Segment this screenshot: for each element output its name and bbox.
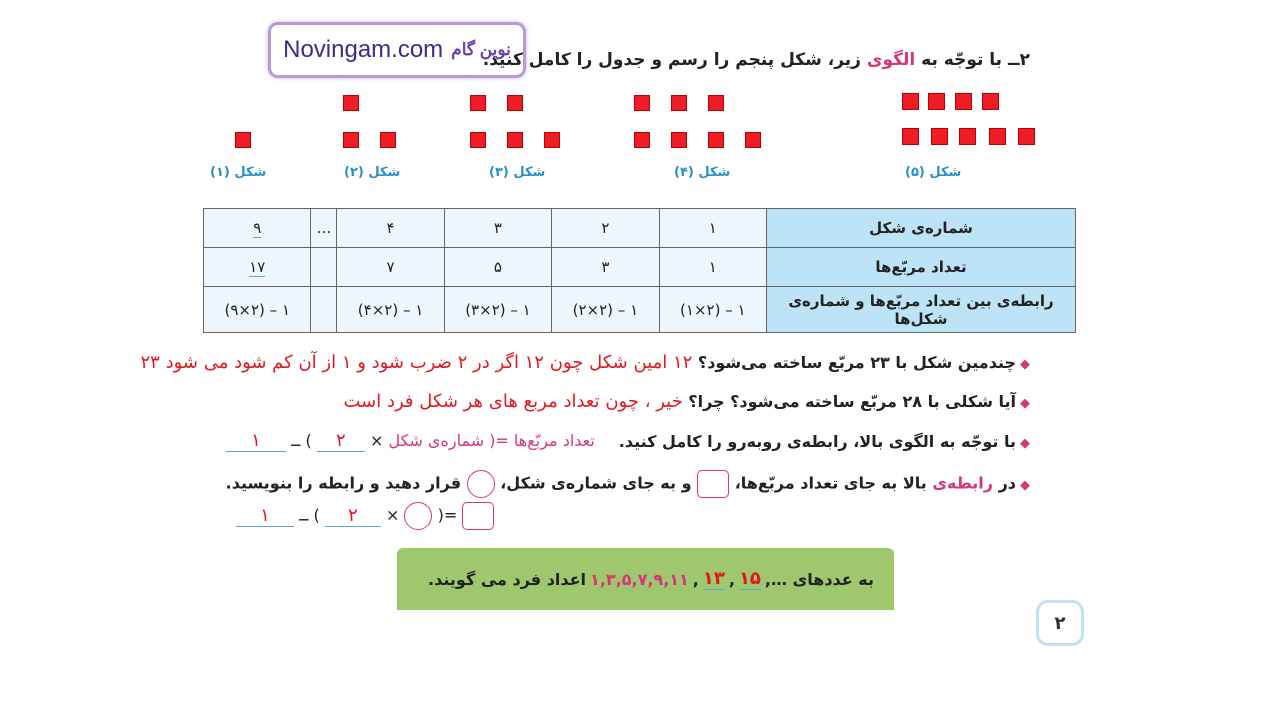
shape-number-cell: ۳ <box>444 209 551 248</box>
relation-cell-answer: ۱ – (۲×۴) <box>337 287 444 333</box>
square-count-cell: ۳ <box>552 248 659 287</box>
shape-number-cell: ۱ <box>659 209 766 248</box>
question-highlight: الگوی <box>866 50 916 70</box>
answer-1: ۱۲ امین شکل چون ۱۲ اگر در ۲ ضرب شود و ۱ از آن کم شود می شود ۲۳ <box>140 352 693 373</box>
diamond-bullet-icon: ◆ <box>1020 436 1030 451</box>
row-label-square-count: تعداد مربّع‌ها <box>767 248 1076 287</box>
square-count-cell: ۱ <box>659 248 766 287</box>
question-1: ◆چندمین شکل با ۲۳ مربّع ساخته می‌شود؟ ۱۲ امین شکل چون ۱۲ اگر در ۲ ضرب شود و ۱ از آن کم شود می شود ۲۳ <box>140 352 1030 373</box>
relation-cell: ۱ – (۲×۱) <box>659 287 766 333</box>
circle-placeholder <box>404 502 432 530</box>
square <box>902 93 919 110</box>
square <box>470 132 486 148</box>
square-placeholder <box>462 502 494 530</box>
figure-caption-1: شکل (۱) <box>210 165 267 180</box>
relation-cell: ۱ – (۲×۳) <box>444 287 551 333</box>
square <box>708 95 724 111</box>
question-number: ۲ــ <box>1007 50 1030 70</box>
figure-caption-5: شکل (۵) <box>905 165 962 180</box>
logo-persian: نوین گام <box>451 40 511 59</box>
relation-cell <box>311 287 337 333</box>
diamond-bullet-icon: ◆ <box>1020 357 1030 372</box>
row-label-relation: رابطه‌ی بین تعداد مربّع‌ها و شماره‌ی شکل‌ها <box>767 287 1076 333</box>
square-count-cell-answer: ۵ <box>444 248 551 287</box>
square <box>989 128 1006 145</box>
square <box>1018 128 1035 145</box>
question-title <box>483 50 1030 70</box>
question-4: ◆در رابطه‌ی بالا به جای تعداد مربّع‌ها، و به جای شماره‌ی شکل، قرار دهید و رابطه را بنویسید. <box>226 470 1030 498</box>
square <box>745 132 761 148</box>
figure-caption-3: شکل (۳) <box>489 165 546 180</box>
question-2: ◆آیا شکلی با ۲۸ مربّع ساخته می‌شود؟ چرا؟ خیر ، چون تعداد مربع های هر شکل فرد است <box>343 391 1030 412</box>
answer-2: خیر ، چون تعداد مربع های هر شکل فرد است <box>343 391 683 412</box>
question-post: زیر، شکل پنجم را رسم و جدول را کامل کنید. <box>482 50 861 70</box>
square <box>634 95 650 111</box>
diamond-bullet-icon: ◆ <box>1020 396 1030 411</box>
relation-cell: ۱ – (۲×۹) <box>204 287 311 333</box>
formula-2: =( × ۲ ) ــ ۱ <box>236 502 494 530</box>
circle-placeholder <box>467 470 495 498</box>
figure-caption-4: شکل (۴) <box>674 165 731 180</box>
square-count-cell-answer: ۱۷ <box>204 248 311 287</box>
square <box>343 95 359 111</box>
square <box>902 128 919 145</box>
square <box>671 95 687 111</box>
square <box>507 132 523 148</box>
square <box>708 132 724 148</box>
shape-number-cell: … <box>311 209 337 248</box>
square <box>931 128 948 145</box>
square <box>380 132 396 148</box>
square <box>634 132 650 148</box>
square <box>671 132 687 148</box>
page-number: ۲ <box>1036 600 1084 646</box>
row-label-shape-number: شماره‌ی شکل <box>767 209 1076 248</box>
square <box>343 132 359 148</box>
pattern-table <box>203 208 1076 333</box>
square <box>235 132 251 148</box>
square <box>470 95 486 111</box>
question-3: ◆با توجّه به الگوی بالا، رابطه‌ی روبه‌رو را کامل کنید. <box>618 432 1030 451</box>
question-pre: با توجّه به <box>921 50 1003 70</box>
square <box>544 132 560 148</box>
square-placeholder <box>697 470 729 498</box>
square <box>959 128 976 145</box>
square-count-cell <box>311 248 337 287</box>
relation-cell: ۱ – (۲×۲) <box>552 287 659 333</box>
diamond-bullet-icon: ◆ <box>1020 477 1030 493</box>
odd-numbers-box: به عددهای …, ۱۵ , ۱۳ , ۱,۳,۵,۷,۹,۱۱ اعداد فرد می گویند. <box>397 548 894 610</box>
square-count-cell-answer: ۷ <box>337 248 444 287</box>
shape-number-cell: ۲ <box>552 209 659 248</box>
figure-caption-2: شکل (۲) <box>344 165 401 180</box>
formula-1: تعداد مربّع‌ها =( شماره‌ی شکل × ۲ ) ــ ۱ <box>226 430 595 452</box>
square <box>955 93 972 110</box>
square <box>982 93 999 110</box>
square <box>507 95 523 111</box>
logo-latin: Novingam.com <box>283 36 444 63</box>
shape-number-cell-answer: ۹ <box>204 209 311 248</box>
square <box>928 93 945 110</box>
shape-number-cell: ۴ <box>337 209 444 248</box>
